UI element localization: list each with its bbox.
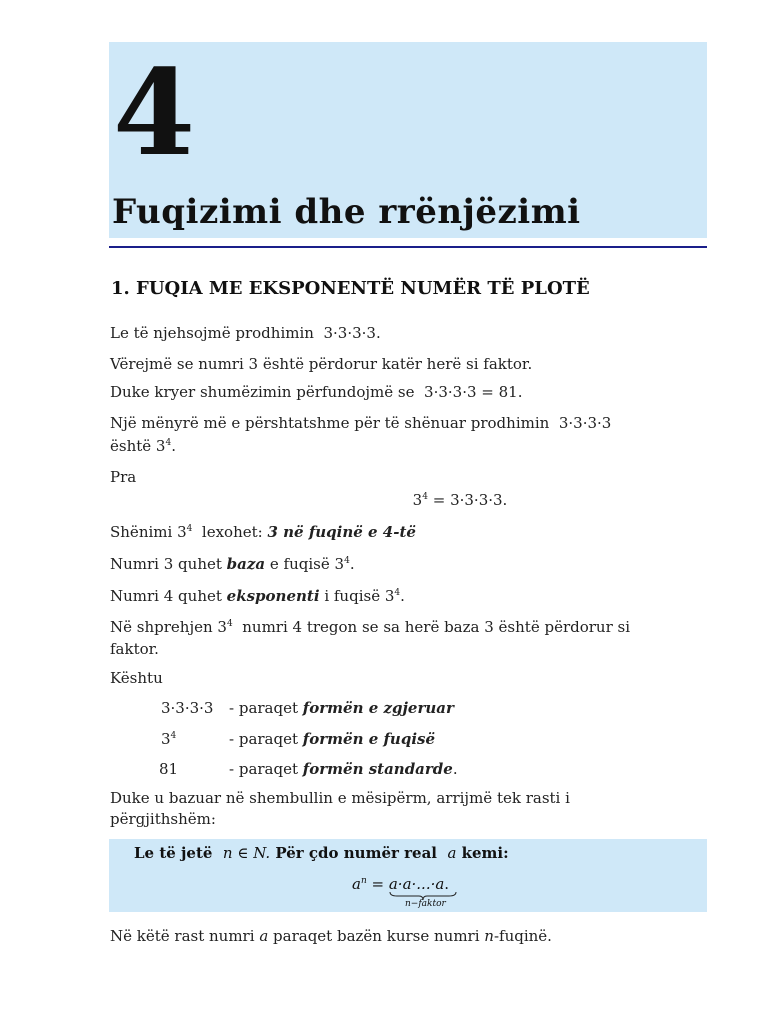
paragraph-9: Në shprehjen $3^4$ numri 4 tregon se sa herë baza 3 është përdorur si (110, 618, 631, 636)
form-row-3-expr: 81 (159, 760, 179, 778)
centered-equation: $3^4 = 3\cdot 3\cdot 3\cdot 3$. (412, 491, 508, 509)
paragraph-4-continued (110, 436, 710, 457)
chapter-title: Fuqizimi dhe rrënjëzimi (112, 192, 581, 232)
p4-text: Një mënyrë më e përshtatshme për të shënuar prodhimin (110, 414, 550, 432)
power-3-4: $3^4$. (155, 437, 176, 455)
p1-text: Le të njehsojmë prodhimin (110, 324, 314, 342)
paragraph-12: Në këtë rast numri a paraqet bazën kurse numri n-fuqinë. (110, 927, 552, 945)
p1-expression: 3·3·3·3. (323, 324, 381, 342)
p4-expression: 3·3·3·3 (558, 414, 612, 432)
form-row-2-expr: $3^4$ (161, 730, 177, 748)
header-divider (109, 246, 707, 248)
form-row-2-desc: - paraqet formën e fuqisë (229, 730, 435, 748)
paragraph-11: Duke u bazuar në shembullin e mësipërm, arrijmë tek rasti i (110, 789, 570, 807)
reading-bold: 3 në fuqinë e 4-të (267, 523, 416, 541)
p3-expression: 3·3·3·3 = 81. (424, 383, 523, 401)
section-title: 1. FUQIA ME EKSPONENTË NUMËR TË PLOTË (111, 278, 590, 299)
paragraph-10: Kështu (110, 669, 163, 687)
paragraph-8: Numri 4 quhet eksponenti i fuqisë $3^4$. (110, 587, 405, 605)
form-row-3-desc: - paraqet formën standarde. (229, 760, 458, 778)
paragraph-6: Shënimi $3^4$ lexohet: 3 në fuqinë e 4-të (110, 523, 416, 541)
paragraph-3 (110, 382, 710, 403)
paragraph-1 (110, 323, 710, 344)
paragraph-2: Vërejmë se numri 3 është përdorur katër herë si faktor. (110, 355, 533, 373)
paragraph-11-continued: përgjithshëm: (110, 810, 216, 828)
term-baza: baza (226, 555, 266, 573)
chapter-number: 4 (113, 43, 194, 182)
underbraced-product: a·a·...·a (389, 874, 444, 894)
p3-text: Duke kryer shumëzimin përfundojmë se (110, 383, 415, 401)
form-row-1-expr: 3·3·3·3 (161, 699, 214, 717)
paragraph-7: Numri 3 quhet baza e fuqisë $3^4$. (110, 555, 355, 573)
brace-label: n−faktor (405, 899, 446, 909)
paragraph-4 (110, 413, 710, 434)
p4b-text: është (110, 437, 152, 455)
term-eksponenti: eksponenti (226, 587, 320, 605)
paragraph-9-continued: faktor. (110, 640, 159, 658)
paragraph-5: Pra (110, 468, 137, 486)
definition-line: Le të jetë n ∈ N. Për çdo numër real a kemi: (134, 844, 509, 862)
definition-formula: $a^n = a\cdot a\cdot...\cdot a$ . (352, 874, 449, 894)
form-row-1-desc: - paraqet formën e zgjeruar (229, 699, 454, 717)
